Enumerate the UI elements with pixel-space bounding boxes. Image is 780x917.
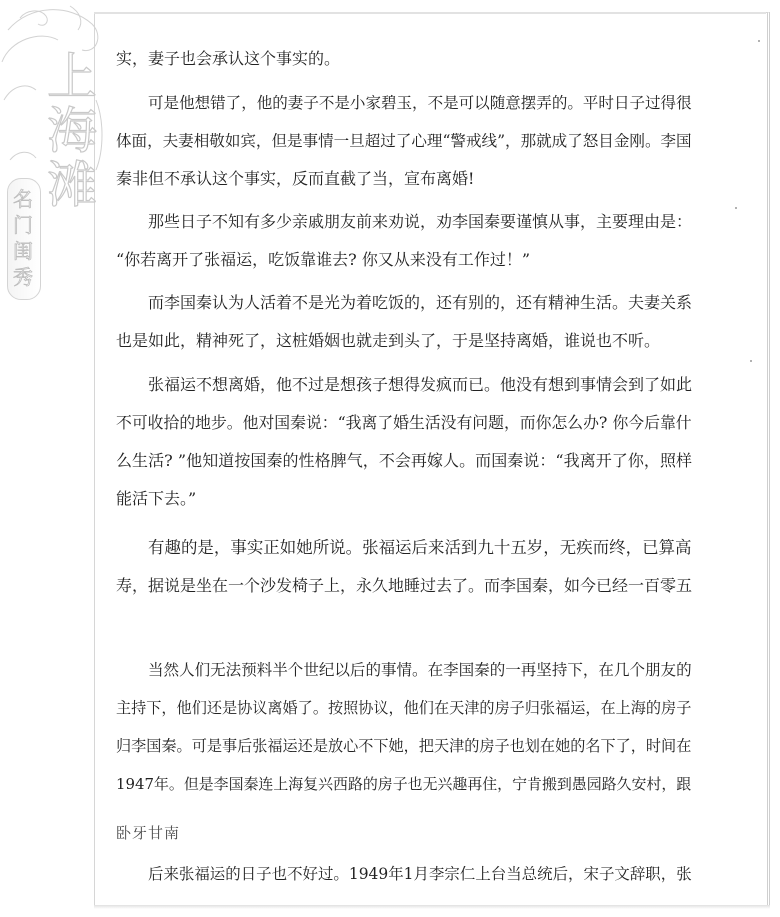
- text-line: 也是如此，精神死了，这桩婚姻也就走到头了，于是坚持离婚，谁说也不听。: [116, 331, 661, 350]
- text-line: 那些日子不知有多少亲戚朋友前来劝说，劝李国秦要谨慎从事，主要理由是：: [148, 212, 693, 231]
- subtitle-char: 名: [13, 187, 33, 211]
- text-line: 秦非但不承认这个事实，反而直截了当，宣布离婚!: [116, 169, 475, 188]
- scan-speck: [758, 40, 760, 42]
- series-subtitle-vertical: [9, 186, 37, 290]
- text-line: 寿，据说是坐在一个沙发椅子上，永久地睡过去了。而李国秦，如今已经一百零五: [116, 576, 693, 595]
- text-line: “你若离开了张福运，吃饭靠谁去? 你又从来没有工作过！”: [116, 250, 531, 269]
- text-line: 有趣的是，事实正如她所说。张福运后来活到九十五岁，无疾而终，已算高: [148, 538, 692, 557]
- text-line: 体面，夫妻相敬如宾，但是事情一旦超过了心理“警戒线”，那就成了怒目金刚。李国: [116, 132, 692, 150]
- text-line: 当然人们无法预料半个世纪以后的事情。在李国秦的一再坚持下，在几个朋友的: [148, 661, 692, 679]
- bottom-shadow: [94, 905, 770, 909]
- text-line: 而李国秦认为人活着不是光为着吃饭的，还有别的，还有精神生活。夫妻关系: [148, 293, 693, 312]
- top-rule: [94, 12, 766, 14]
- text-line: 不可收拾的地步。他对国秦说：“我离了婚生活没有问题，而你怎么办? 你今后靠什: [116, 413, 692, 432]
- text-line: 能活下去。”: [116, 489, 197, 508]
- text-line: 1947年。但是李国秦连上海复兴西路的房子也无兴趣再住，宁肯搬到愚园路久安村，跟: [116, 775, 692, 793]
- subtitle-char: 门: [13, 213, 33, 237]
- text-line: 可是他想错了，他的妻子不是小家碧玉，不是可以随意摆弄的。平时日子过得很: [148, 94, 692, 112]
- scan-speck: [750, 360, 752, 362]
- series-title-char: 滩: [47, 156, 97, 214]
- series-title-char: 上: [47, 48, 97, 106]
- subtitle-char: 闺: [13, 239, 33, 263]
- truncated-text-line: 卧牙甘南: [116, 824, 181, 842]
- text-line: 么生活? ”他知道按国秦的性格脾气，不会再嫁人。而国秦说：“我离开了你，照样: [116, 451, 693, 470]
- text-line: 后来张福运的日子也不好过。1949年1月李宗仁上台当总统后，宋子文辞职，张: [148, 865, 692, 883]
- text-line: 实，妻子也会承认这个事实的。: [116, 49, 341, 68]
- text-line: 归李国秦。可是事后张福运还是放心不下她，把天津的房子也划在她的名下了，时间在: [116, 737, 692, 755]
- series-title-char: 海: [47, 102, 97, 160]
- subtitle-char: 秀: [13, 265, 33, 289]
- series-title-vertical: [45, 50, 99, 212]
- scan-speck: [735, 207, 737, 209]
- text-line: 主持下，他们还是协议离婚了。按照协议，他们在天津的房子归张福运，在上海的房子: [116, 699, 692, 717]
- text-line: 张福运不想离婚，他不过是想孩子想得发疯而已。他没有想到事情会到了如此: [148, 375, 693, 394]
